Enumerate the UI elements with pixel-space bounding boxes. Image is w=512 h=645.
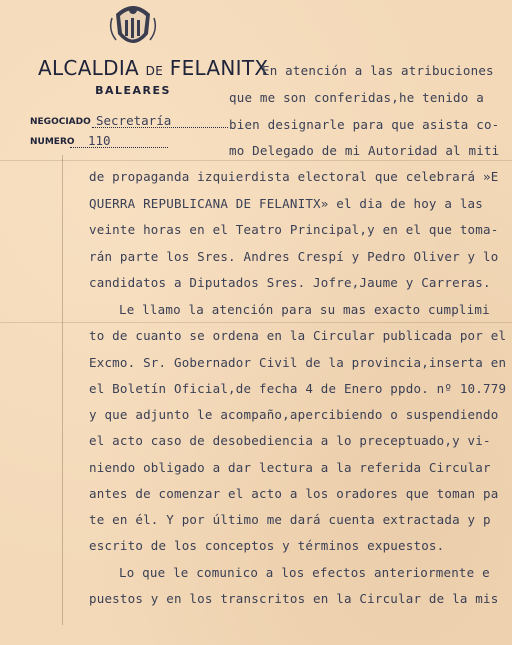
negociado-field: [30, 113, 172, 128]
body-line: bien designarle para que asista co-: [229, 117, 500, 132]
body-line: rán parte los Sres. Andres Crespí y Pedro Oliver y lo: [89, 249, 499, 264]
body-line: de propaganda izquierdista electoral que celebrará »E: [89, 169, 499, 184]
body-line: Lo que le comunico a los efectos anteriormente e: [119, 565, 490, 580]
numero-label: NUMERO: [30, 137, 75, 147]
body-line: el acto caso de desobediencia a lo preceptuado,y vi-: [89, 433, 491, 448]
coat-of-arms-seal: [108, 0, 158, 52]
letterhead-title: ALCALDIA DE FELANITX: [38, 56, 269, 80]
body-line: que me son conferidas,he tenido a: [229, 90, 484, 105]
numero-field: [30, 133, 111, 148]
negociado-label: NEGOCIADO: [30, 117, 91, 127]
body-line: candidatos a Diputados Sres. Jofre,Jaume y Carreras.: [89, 275, 491, 290]
body-line: mo Delegado de mi Autoridad al miti: [229, 143, 500, 158]
body-line: te en él. Y por último me dará cuenta extractada y p: [89, 512, 491, 527]
letterhead-subtitle: BALEARES: [95, 84, 171, 97]
body-line: veinte horas en el Teatro Principal,y en el que toma-: [89, 222, 499, 237]
body-line: puestos y en los transcritos en la Circular de la mis: [89, 591, 499, 606]
body-line: QUERRA REPUBLICANA DE FELANITX» el dia de hoy a las: [89, 196, 484, 211]
paper-fold: [0, 322, 512, 323]
body-line: el Boletín Oficial,de fecha 4 de Enero ppdo. nº 10.779: [89, 381, 507, 396]
body-line: to de cuanto se ordena en la Circular publicada por el: [89, 328, 507, 343]
margin-line: [62, 155, 63, 625]
body-line: Le llamo la atención para su mas exacto cumplimi: [119, 302, 490, 317]
body-line: niendo obligado a dar lectura a la referida Circular: [89, 460, 491, 475]
body-line: escrito de los conceptos y términos expuestos.: [89, 538, 445, 553]
numero-value: 110: [88, 133, 111, 148]
body-line: En atención a las atribuciones: [262, 63, 494, 78]
paper-fold: [0, 160, 512, 161]
dotted-line: [70, 147, 168, 148]
negociado-value: Secretaría: [96, 113, 172, 128]
body-line: Excmo. Sr. Gobernador Civil de la provincia,inserta en: [89, 355, 507, 370]
body-line: antes de comenzar el acto a los oradores que toman pa: [89, 486, 499, 501]
body-line: y que adjunto le acompaño,apercibiendo o suspendiendo: [89, 407, 499, 422]
